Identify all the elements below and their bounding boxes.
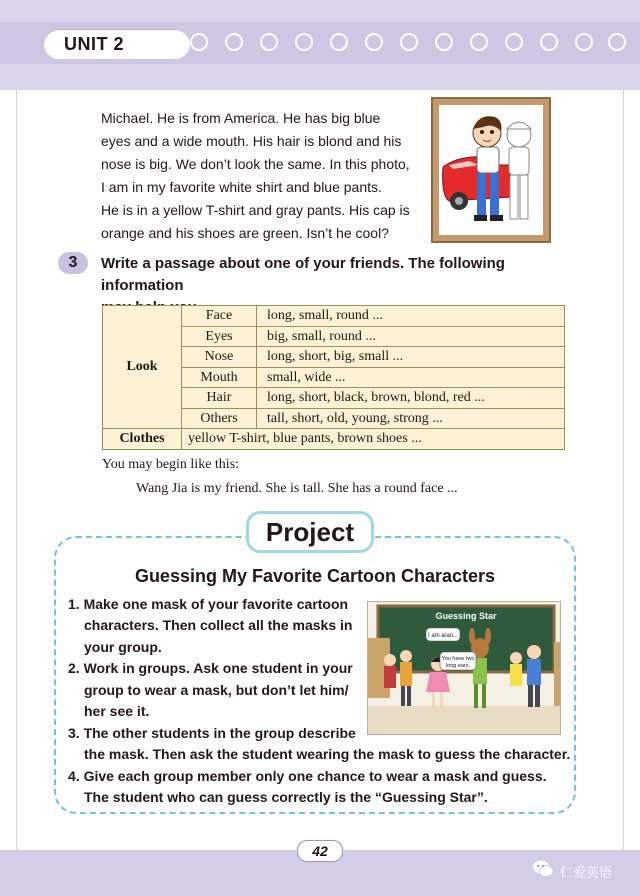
project-badge bbox=[246, 511, 374, 553]
unit-tab bbox=[44, 29, 190, 59]
brand-label: 仁爱英语 bbox=[560, 865, 613, 880]
step-line: 1. Make one mask of your favorite cartoon bbox=[68, 596, 349, 612]
step-line: her see it. bbox=[84, 703, 150, 719]
story-text bbox=[101, 107, 423, 245]
left-margin-line bbox=[16, 90, 17, 850]
story-line: orange and his shoes are green. Isn’t he cool? bbox=[101, 225, 389, 241]
speech-bubble-text: long ears. bbox=[445, 663, 471, 669]
boys-with-car-icon bbox=[439, 105, 543, 235]
words-cell: big, small, round ... bbox=[257, 326, 565, 347]
step-line: your group. bbox=[84, 639, 162, 655]
right-margin-line bbox=[623, 90, 624, 850]
table-row bbox=[103, 429, 565, 450]
step-line: 2. Work in groups. Ask one student in your bbox=[68, 660, 353, 676]
step-line: 4. Give each group member only one chance to wear a mask and guess. bbox=[68, 768, 547, 784]
board-title: Guessing Star bbox=[435, 611, 497, 621]
words-cell: long, short, big, small ... bbox=[257, 347, 565, 368]
vocabulary-table bbox=[102, 305, 565, 450]
words-cell: tall, short, old, young, strong ... bbox=[257, 408, 565, 429]
story-line: nose is big. We don’t look the same. In this photo, bbox=[101, 156, 410, 172]
step-line: characters. Then collect all the masks in bbox=[84, 617, 353, 633]
project-title: Guessing My Favorite Cartoon Characters bbox=[134, 566, 496, 586]
story-line: He is in a yellow T-shirt and gray pants. His cap is bbox=[101, 202, 410, 218]
words-cell: long, short, black, brown, blond, red ... bbox=[257, 388, 565, 409]
step-line: group to wear a mask, but don’t let him/ bbox=[84, 682, 349, 698]
feature-cell: Others bbox=[182, 408, 257, 429]
unit-label: UNIT 2 bbox=[64, 34, 125, 54]
speech-bubble-text: I am a/an... bbox=[427, 633, 459, 639]
guessing-game-illustration bbox=[367, 601, 561, 735]
step-line: 3. The other students in the group describe bbox=[68, 725, 356, 741]
wechat-icon bbox=[532, 859, 554, 879]
ring-decoration bbox=[190, 33, 630, 55]
classroom-scene-icon bbox=[368, 602, 560, 734]
begin-example: Wang Jia is my friend. She is tall. She has a round face ... bbox=[136, 481, 458, 496]
words-cell: small, wide ... bbox=[257, 367, 565, 388]
story-line: eyes and a wide mouth. His hair is blond and his bbox=[101, 133, 402, 149]
exercise-number-badge: 3 bbox=[58, 252, 88, 274]
clothes-words-cell: yellow T-shirt, blue pants, brown shoes ... bbox=[182, 429, 565, 450]
table-row bbox=[103, 306, 565, 327]
friends-photo-illustration bbox=[431, 97, 551, 243]
look-category-cell: Look bbox=[103, 306, 182, 429]
instruction-line: Write a passage about one of your friends. The following information bbox=[101, 255, 505, 294]
project-badge-label: Project bbox=[265, 517, 355, 547]
clothes-category-cell: Clothes bbox=[103, 429, 182, 450]
story-line: Michael. He is from America. He has big blue bbox=[101, 110, 381, 126]
feature-cell: Face bbox=[182, 306, 257, 327]
feature-cell: Eyes bbox=[182, 326, 257, 347]
page-number: 42 bbox=[297, 840, 343, 862]
step-line: the mask. Then ask the student wearing the mask to guess the character. bbox=[84, 746, 571, 762]
feature-cell: Hair bbox=[182, 388, 257, 409]
story-line: I am in my favorite white shirt and blue pants. bbox=[101, 179, 382, 195]
feature-cell: Nose bbox=[182, 347, 257, 368]
feature-cell: Mouth bbox=[182, 367, 257, 388]
step-line: The student who can guess correctly is the “Guessing Star”. bbox=[84, 789, 488, 805]
words-cell: long, small, round ... bbox=[257, 306, 565, 327]
speech-bubble-text: You have two bbox=[441, 656, 475, 662]
begin-label: You may begin like this: bbox=[102, 457, 240, 472]
